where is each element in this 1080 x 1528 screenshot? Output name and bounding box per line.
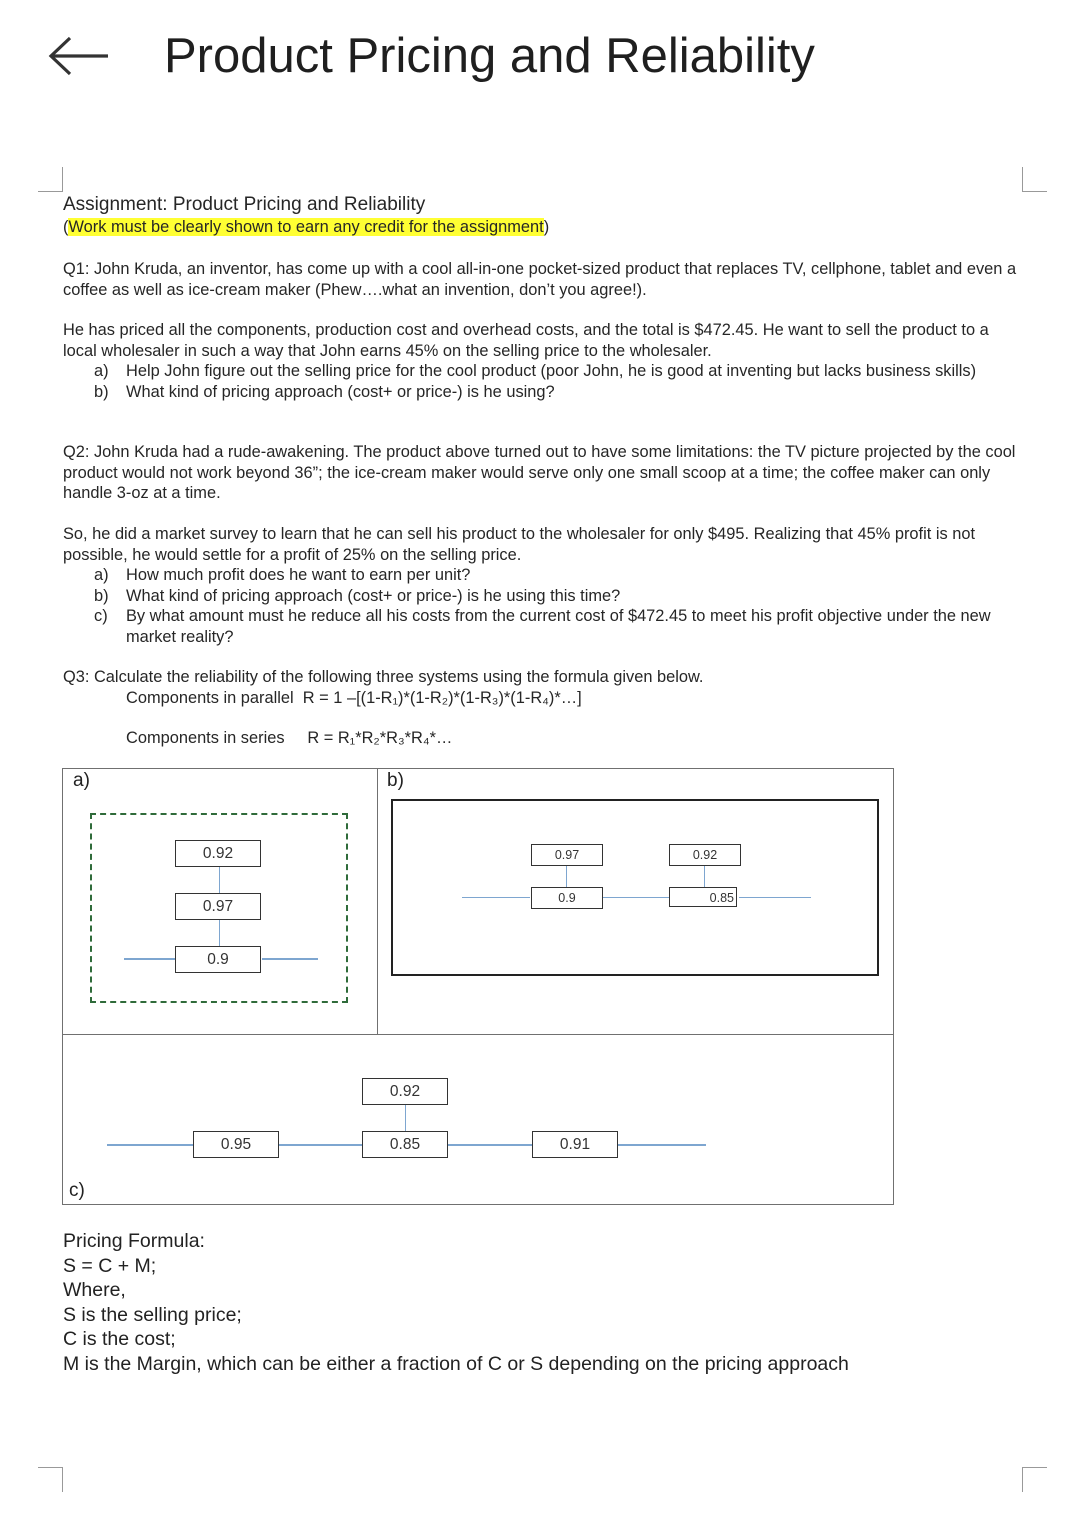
q2-body: [63, 524, 1023, 647]
pricing-where: Where,: [63, 1279, 126, 1301]
diagram-c-link-wire: [278, 1144, 362, 1146]
list-marker: b): [94, 382, 109, 401]
list-item: [63, 606, 1023, 647]
diagram-b-link: [566, 865, 567, 887]
list-marker: a): [94, 566, 109, 584]
note-open: (: [63, 218, 69, 236]
back-arrow-icon[interactable]: [48, 36, 110, 76]
pricing-formula-section: [63, 1229, 1043, 1376]
parallel-label: Components in parallel: [126, 688, 294, 707]
pricing-formula: S = C + M;: [63, 1254, 157, 1277]
assignment-title: Assignment: Product Pricing and Reliability: [63, 194, 426, 215]
pricing-s-definition: S is the selling price;: [63, 1303, 242, 1326]
note-highlight: Work must be clearly shown to earn any credit for the assignment: [68, 218, 544, 236]
diagram-c-output-wire: [618, 1144, 706, 1146]
series-formula: R = R₁*R₂*R₃*R₄*…: [307, 729, 453, 747]
q2-list: [63, 565, 1023, 647]
q3-intro-text: Q3: Calculate the reliability of the following three systems using the formula given below.: [63, 668, 704, 686]
q1-list: [63, 361, 1023, 402]
diagram-c-component: 0.92: [362, 1078, 448, 1105]
q1-intro: [63, 259, 1023, 300]
list-marker: c): [94, 607, 108, 625]
diagram-a-component: 0.97: [175, 893, 261, 920]
diagram-a-input-wire: [124, 958, 176, 960]
list-marker: b): [94, 586, 109, 605]
series-formula-line: [63, 728, 1080, 749]
diagram-b-input-wire: [462, 897, 530, 898]
diagram-divider: [62, 1034, 893, 1035]
diagram-b-link-wire: [602, 897, 670, 898]
q1-intro-text: Q1: John Kruda, an inventor, has come up with a cool all-in-one pocket-sized product that replaces TV, cellphone, tablet and even a coffee as well as ice-cream maker (Phew….what an invention, don’t you agree!).: [63, 260, 1017, 299]
diagram-c-component: 0.91: [532, 1131, 618, 1158]
diagram-a-label: a): [73, 770, 90, 791]
diagram-c-input-wire: [107, 1144, 193, 1146]
q1-body-text: He has priced all the components, production cost and overhead costs, and the total is $472.45. He want to sell the product to a local wholesaler in such a way that John earns 45% on the selling price to the wholesaler.: [63, 321, 989, 360]
list-marker: a): [94, 362, 109, 380]
list-item: [63, 565, 1023, 586]
diagram-c-link-wire: [448, 1144, 532, 1146]
list-item-text: What kind of pricing approach (cost+ or price-) is he using?: [126, 382, 555, 401]
diagram-b-link: [704, 865, 705, 887]
series-label: Components in series: [126, 729, 285, 747]
q3-intro: [63, 667, 1023, 708]
diagram-a-output-wire: [262, 958, 318, 960]
page-corner-mark: [1022, 167, 1047, 192]
diagram-b-component: 0.92: [669, 844, 741, 866]
diagram-c-component: 0.85: [362, 1131, 448, 1158]
parallel-formula: R = 1 –[(1-R₁)*(1-R₂)*(1-R₃)*(1-R₄)*…]: [302, 688, 582, 707]
diagram-b-label: b): [387, 770, 404, 791]
assignment-note: [63, 217, 1023, 238]
diagram-b-output-wire: [739, 897, 811, 898]
parallel-formula-line: [63, 688, 1023, 709]
q2-intro-text: Q2: John Kruda had a rude-awakening. The product above turned out to have some limitations: the TV picture projected by the cool product would not work beyond 36”; the ice-cream maker would serve only one small scoop at a time; the coffee maker can only handle 3-oz at a time.: [63, 443, 1016, 502]
list-item: [63, 586, 1023, 607]
diagram-c-link: [405, 1105, 406, 1131]
pricing-m-definition: M is the Margin, which can be either a fraction of C or S depending on the pricing approach: [63, 1352, 849, 1375]
list-item-text: Help John figure out the selling price for the cool product (poor John, he is good at inventing but lacks business skills): [126, 362, 977, 380]
page-corner-mark: [38, 1467, 63, 1492]
pricing-c-definition: C is the cost;: [63, 1328, 176, 1350]
page-corner-mark: [1022, 1467, 1047, 1492]
diagram-b-frame: [391, 799, 879, 976]
diagram-a-component: 0.9: [175, 946, 261, 973]
diagram-a-component: 0.92: [175, 840, 261, 867]
diagram-b-component: 0.97: [531, 844, 603, 866]
diagram-c-label: c): [69, 1180, 85, 1201]
list-item: [63, 361, 1023, 382]
page-corner-mark: [38, 167, 63, 192]
list-item-text: How much profit does he want to earn per unit?: [126, 566, 471, 584]
list-item-text: By what amount must he reduce all his costs from the current cost of $472.45 to meet his profit objective under the new market reality?: [126, 607, 991, 646]
diagram-divider: [377, 768, 378, 1035]
diagram-c-component: 0.95: [193, 1131, 279, 1158]
q2-intro: [63, 442, 1023, 504]
diagram-b-component: 0.9: [531, 887, 603, 909]
pricing-heading: Pricing Formula:: [63, 1230, 205, 1252]
page-title: Product Pricing and Reliability: [164, 29, 815, 83]
q1-body: [63, 320, 1023, 402]
note-close: ): [543, 218, 550, 236]
list-item: [63, 382, 1023, 403]
list-item-text: What kind of pricing approach (cost+ or price-) is he using this time?: [126, 586, 621, 605]
q2-body-text: So, he did a market survey to learn that he can sell his product to the wholesaler for only $495. Realizing that 45% profit is not possible, he would settle for a profit of 25% on the selling price.: [63, 525, 976, 564]
diagram-b-component: 0.85: [669, 887, 737, 907]
